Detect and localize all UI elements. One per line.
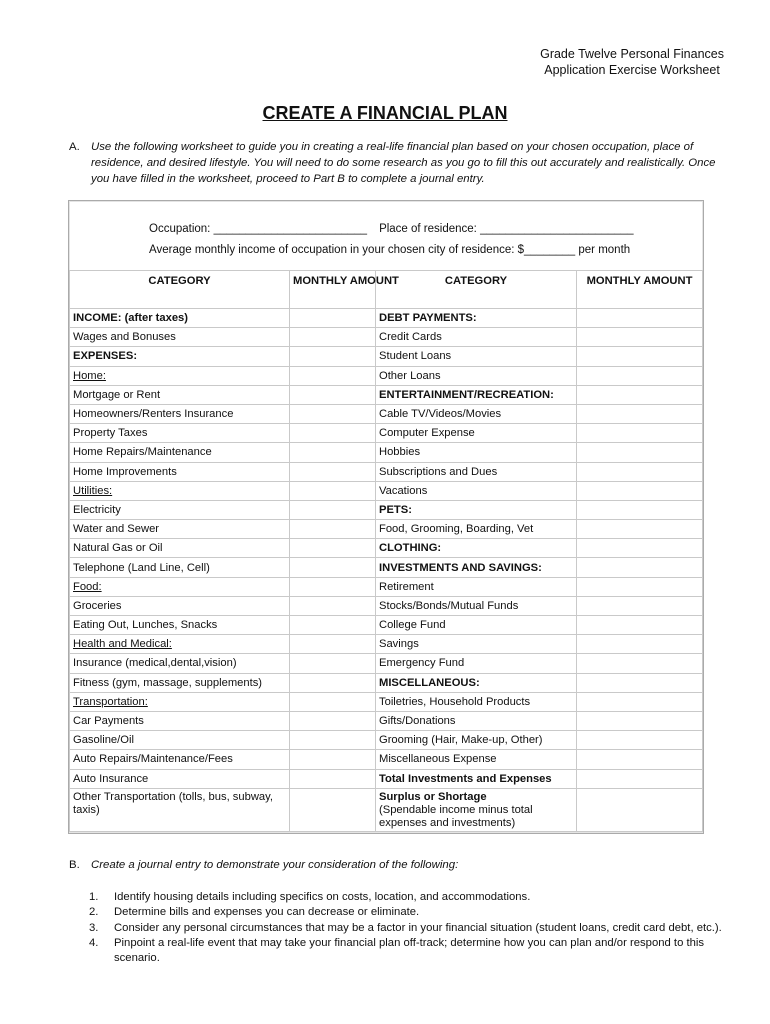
amount-cell-right[interactable] (577, 788, 703, 831)
column-header-category: CATEGORY (376, 271, 577, 309)
amount-cell-right[interactable] (577, 366, 703, 385)
table-row (70, 309, 703, 328)
category-label-right: Retirement (376, 577, 577, 596)
category-label-right: Computer Expense (376, 424, 577, 443)
amount-cell-right[interactable] (577, 385, 703, 404)
category-label-left: Health and Medical: (70, 635, 290, 654)
amount-cell-right[interactable] (577, 654, 703, 673)
amount-cell-left[interactable] (290, 692, 376, 711)
list-item-number: 4. (89, 936, 99, 949)
category-label-left: Natural Gas or Oil (70, 539, 290, 558)
amount-cell-left[interactable] (290, 385, 376, 404)
category-label-left: Home: (70, 366, 290, 385)
category-label-right: Other Loans (376, 366, 577, 385)
amount-cell-left[interactable] (290, 731, 376, 750)
category-label-right: College Fund (376, 616, 577, 635)
category-label-left: Homeowners/Renters Insurance (70, 404, 290, 423)
table-row (70, 366, 703, 385)
amount-cell-right[interactable] (577, 500, 703, 519)
amount-cell-right[interactable] (577, 539, 703, 558)
amount-cell-right[interactable] (577, 596, 703, 615)
category-label-left: Eating Out, Lunches, Snacks (70, 616, 290, 635)
category-label-left: Other Transportation (tolls, bus, subway, taxis) (70, 788, 290, 831)
category-label-left: Home Repairs/Maintenance (70, 443, 290, 462)
list-item-text: Pinpoint a real-life event that may take your financial plan off-track; determine how you can plan and/or respond to this scenario. (114, 936, 705, 965)
amount-cell-left[interactable] (290, 769, 376, 788)
category-label-right: DEBT PAYMENTS: (376, 309, 577, 328)
category-label-right: Food, Grooming, Boarding, Vet (376, 520, 577, 539)
category-label-right: Stocks/Bonds/Mutual Funds (376, 596, 577, 615)
amount-cell-right[interactable] (577, 481, 703, 500)
table-row (70, 596, 703, 615)
category-label-right: Total Investments and Expenses (376, 769, 577, 788)
table-row (70, 539, 703, 558)
amount-cell-right[interactable] (577, 731, 703, 750)
amount-cell-left[interactable] (290, 711, 376, 730)
category-label-left: Fitness (gym, massage, supplements) (70, 673, 290, 692)
amount-cell-left[interactable] (290, 558, 376, 577)
residence-field[interactable]: Place of residence: ________________________ (379, 223, 634, 235)
category-label-right: Student Loans (376, 347, 577, 366)
table-row (70, 404, 703, 423)
amount-cell-right[interactable] (577, 404, 703, 423)
list-item (89, 921, 749, 936)
amount-cell-right[interactable] (577, 443, 703, 462)
list-item (89, 905, 749, 920)
amount-cell-left[interactable] (290, 635, 376, 654)
table-row (70, 769, 703, 788)
amount-cell-left[interactable] (290, 328, 376, 347)
amount-cell-left[interactable] (290, 539, 376, 558)
category-label-right: Vacations (376, 481, 577, 500)
list-item-text: Identify housing details including specifics on costs, location, and accommodations. (114, 891, 531, 903)
list-item-text: Determine bills and expenses you can decrease or eliminate. (114, 906, 420, 919)
amount-cell-left[interactable] (290, 577, 376, 596)
column-header-category: CATEGORY (70, 271, 290, 309)
part-a-letter: A. (69, 141, 80, 153)
list-item (89, 890, 749, 905)
amount-cell-left[interactable] (290, 424, 376, 443)
category-label-right: Grooming (Hair, Make-up, Other) (376, 731, 577, 750)
category-label-right: Savings (376, 635, 577, 654)
table-row (70, 711, 703, 730)
amount-cell-left[interactable] (290, 654, 376, 673)
table-row (70, 577, 703, 596)
category-label-right: CLOTHING: (376, 539, 577, 558)
amount-cell-right[interactable] (577, 462, 703, 481)
list-item (89, 936, 749, 967)
amount-cell-right[interactable] (577, 750, 703, 769)
category-label-right: Subscriptions and Dues (376, 462, 577, 481)
category-label-left: Telephone (Land Line, Cell) (70, 558, 290, 577)
category-label-left: Food: (70, 577, 290, 596)
course-name: Grade Twelve Personal Finances (540, 47, 724, 61)
category-label-left: Property Taxes (70, 424, 290, 443)
amount-cell-right[interactable] (577, 577, 703, 596)
table-row (70, 443, 703, 462)
surplus-shortage-note: (Spendable income minus total expenses and investments) (379, 803, 533, 829)
table-row (70, 385, 703, 404)
amount-cell-left[interactable] (290, 616, 376, 635)
amount-cell-left[interactable] (290, 481, 376, 500)
table-row (70, 692, 703, 711)
table-row (70, 500, 703, 519)
column-header-monthly-amount: MONTHLY AMOUNT (290, 271, 376, 309)
category-label-right: ENTERTAINMENT/RECREATION: (376, 385, 577, 404)
category-label-left: Transportation: (70, 692, 290, 711)
category-label-right: INVESTMENTS AND SAVINGS: (376, 558, 577, 577)
category-label-left: Utilities: (70, 481, 290, 500)
column-header-monthly-amount: MONTHLY AMOUNT (577, 271, 703, 309)
worksheet-header (540, 46, 724, 78)
amount-cell-left[interactable] (290, 673, 376, 692)
category-label-left: Groceries (70, 596, 290, 615)
table-header-row (70, 271, 703, 309)
category-label-left: Home Improvements (70, 462, 290, 481)
category-label-right: Cable TV/Videos/Movies (376, 404, 577, 423)
worksheet-type: Application Exercise Worksheet (544, 63, 720, 77)
amount-cell-left[interactable] (290, 500, 376, 519)
amount-cell-right[interactable] (577, 673, 703, 692)
table-row (70, 520, 703, 539)
part-a-instructions (69, 139, 719, 187)
table-row (70, 750, 703, 769)
amount-cell-left[interactable] (290, 462, 376, 481)
category-label-right: MISCELLANEOUS: (376, 673, 577, 692)
table-row (70, 328, 703, 347)
surplus-shortage-label: Surplus or Shortage (379, 790, 487, 803)
amount-cell-left[interactable] (290, 788, 376, 831)
category-label-left: Water and Sewer (70, 520, 290, 539)
list-item-number: 3. (89, 921, 99, 934)
page-title: CREATE A FINANCIAL PLAN (262, 103, 508, 123)
amount-cell-left[interactable] (290, 309, 376, 328)
table-row (70, 731, 703, 750)
amount-cell-left[interactable] (290, 520, 376, 539)
table-row (70, 788, 703, 831)
part-b-instructions (69, 859, 458, 871)
amount-cell-right[interactable] (577, 520, 703, 539)
table-row (70, 673, 703, 692)
amount-cell-left[interactable] (290, 596, 376, 615)
list-item-number: 1. (89, 891, 99, 903)
table-row (70, 347, 703, 366)
table-row (70, 462, 703, 481)
amount-cell-left[interactable] (290, 366, 376, 385)
category-label-right: Hobbies (376, 443, 577, 462)
amount-cell-right[interactable] (577, 769, 703, 788)
category-label-left: Auto Repairs/Maintenance/Fees (70, 750, 290, 769)
category-label-right: Miscellaneous Expense (376, 750, 577, 769)
category-label-left: Gasoline/Oil (70, 731, 290, 750)
category-label-left: EXPENSES: (70, 347, 290, 366)
category-label-right: Gifts/Donations (376, 711, 577, 730)
category-label-left: Insurance (medical,dental,vision) (70, 654, 290, 673)
category-label-right: Credit Cards (376, 328, 577, 347)
amount-cell-left[interactable] (290, 750, 376, 769)
amount-cell-right[interactable] (577, 424, 703, 443)
part-a-text: Use the following worksheet to guide you in creating a real-life financial plan based on your chosen occupation, place of residence, and desired lifestyle. You will need to do some research as you go to fill this out accurately and realistically. Once you have filled in the worksheet, proceed to Part B to complete a journal entry. (91, 141, 716, 185)
surplus-shortage-cell (376, 788, 577, 831)
amount-cell-right[interactable] (577, 616, 703, 635)
amount-cell-right[interactable] (577, 558, 703, 577)
category-label-right: Emergency Fund (376, 654, 577, 673)
category-label-left: Wages and Bonuses (70, 328, 290, 347)
income-field[interactable]: Average monthly income of occupation in your chosen city of residence: $________ per month (149, 244, 631, 256)
category-label-right: PETS: (376, 500, 577, 519)
amount-cell-right[interactable] (577, 692, 703, 711)
table-row (70, 635, 703, 654)
table-row (70, 558, 703, 577)
category-label-left: INCOME: (after taxes) (70, 309, 290, 328)
amount-cell-left[interactable] (290, 404, 376, 423)
table-row (70, 616, 703, 635)
amount-cell-right[interactable] (577, 309, 703, 328)
occupation-field[interactable]: Occupation: ________________________ (149, 223, 368, 235)
part-b-list (89, 890, 749, 966)
table-row (70, 654, 703, 673)
budget-table (69, 270, 703, 832)
amount-cell-right[interactable] (577, 328, 703, 347)
part-b-text: Create a journal entry to demonstrate your consideration of the following: (91, 859, 459, 871)
table-row (70, 424, 703, 443)
list-item-number: 2. (89, 906, 99, 919)
category-label-left: Mortgage or Rent (70, 385, 290, 404)
amount-cell-left[interactable] (290, 443, 376, 462)
category-label-right: Toiletries, Household Products (376, 692, 577, 711)
budget-table-body (70, 309, 703, 832)
occupation-residence-line (149, 223, 634, 235)
category-label-left: Auto Insurance (70, 769, 290, 788)
amount-cell-right[interactable] (577, 711, 703, 730)
list-item-text: Consider any personal circumstances that may be a factor in your financial situation (student loans, credit card debt, etc.). (114, 921, 722, 934)
amount-cell-left[interactable] (290, 347, 376, 366)
table-row (70, 481, 703, 500)
part-b-letter: B. (69, 859, 80, 871)
amount-cell-right[interactable] (577, 347, 703, 366)
category-label-left: Car Payments (70, 711, 290, 730)
category-label-left: Electricity (70, 500, 290, 519)
amount-cell-right[interactable] (577, 635, 703, 654)
